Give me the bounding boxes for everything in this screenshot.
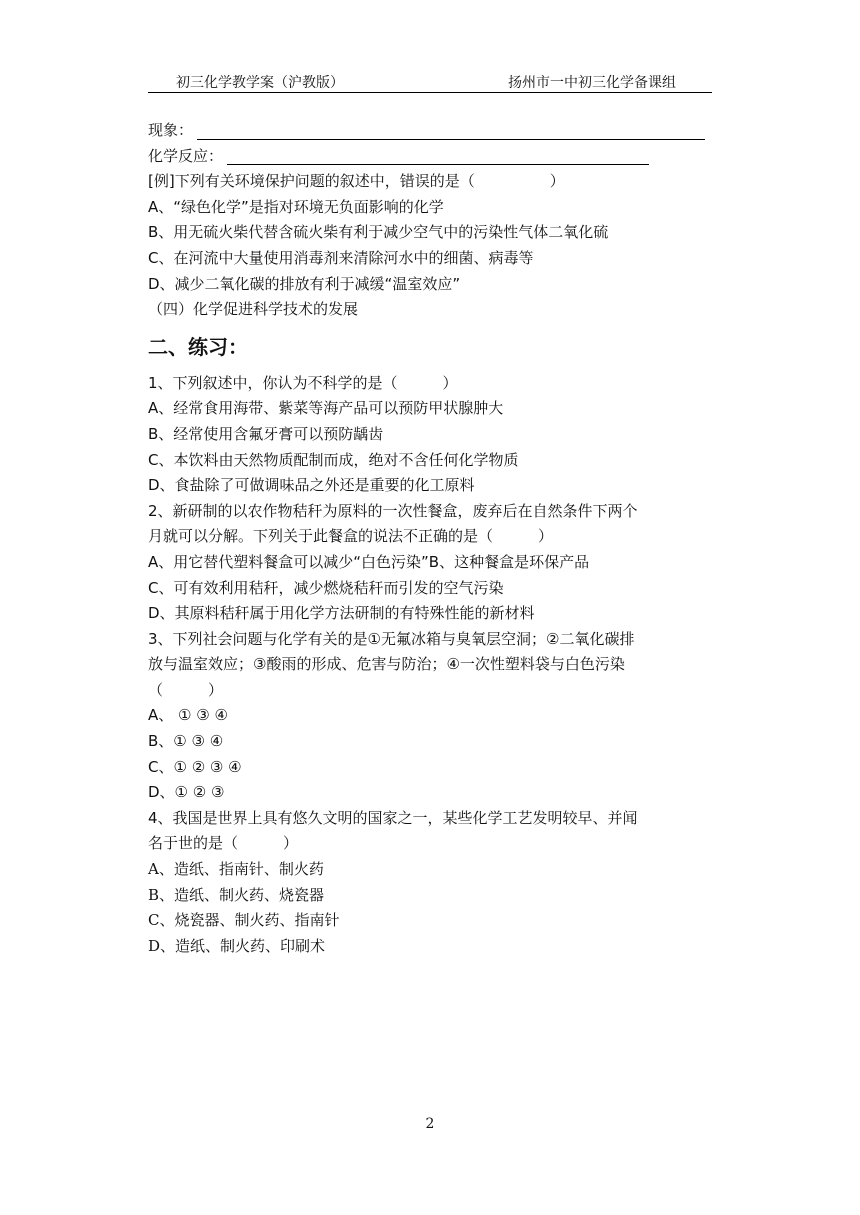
header-left-title: 初三化学教学案（沪教版） (176, 75, 344, 91)
exercise-1-option-a: A、经常食用海带、紫菜等海产品可以预防甲状腺肿大 (148, 399, 504, 418)
exercise-3-stem-line-1: 3、下列社会问题与化学有关的是①无氟冰箱与臭氧层空洞；②二氧化碳排 (148, 629, 635, 648)
example-option-c: C、在河流中大量使用消毒剂来清除河水中的细菌、病毒等 (148, 248, 534, 267)
exercise-3-option-a: A、 ① ③ ④ (148, 706, 228, 725)
exercise-3-option-c: C、① ② ③ ④ (148, 757, 242, 776)
subsection-heading: （四）化学促进科学技术的发展 (148, 300, 359, 319)
reaction-blank (227, 146, 649, 165)
exercise-4-stem-line-2: 名于世的是（ ） (148, 834, 299, 853)
section-title: 二、练习： (148, 334, 248, 359)
exercise-4-option-c: C、烧瓷器、制火药、指南针 (148, 911, 340, 930)
phenomenon-fill-line (148, 118, 718, 144)
exercise-2-option-d: D、其原料秸秆属于用化学方法研制的有特殊性能的新材料 (148, 604, 535, 623)
reaction-fill-line (148, 144, 718, 170)
reaction-label: 化学反应： (148, 146, 224, 165)
exercise-2-option-c: C、可有效利用秸秆，减少燃烧秸秆而引发的空气污染 (148, 578, 504, 597)
exercise-3-option-b: B、① ③ ④ (148, 732, 224, 751)
exercise-4-option-d: D、造纸、制火药、印刷术 (148, 936, 326, 955)
page-header (148, 72, 712, 93)
exercise-1-stem: 1、下列叙述中，你认为不科学的是（ ） (148, 373, 458, 392)
exercise-1 (148, 371, 718, 499)
exercise-2-stem-line-1: 2、新研制的以农作物秸秆为原料的一次性餐盒，废弃后在自然条件下两个 (148, 501, 638, 520)
example-question: [例]下列有关环境保护问题的叙述中，错误的是（ ） (148, 172, 565, 191)
exercise-2 (148, 499, 718, 627)
exercise-4-option-a: A、造纸、指南针、制火药 (148, 860, 324, 879)
exercise-1-option-d: D、食盐除了可做调味品之外还是重要的化工原料 (148, 476, 475, 495)
header-right-title: 扬州市一中初三化学备课组 (508, 75, 676, 91)
exercise-3-stem-line-2: 放与温室效应；③酸雨的形成、危害与防治；④一次性塑料袋与白色污染 (148, 655, 625, 674)
exercise-4-stem-line-1: 4、我国是世界上具有悠久文明的国家之一，某些化学工艺发明较早、并闻 (148, 808, 638, 827)
exercise-1-option-c: C、本饮料由天然物质配制而成，绝对不含任何化学物质 (148, 450, 519, 469)
exercise-1-option-b: B、经常使用含氟牙膏可以预防龋齿 (148, 424, 384, 443)
exercise-2-stem-line-2: 月就可以分解。下列关于此餐盒的说法不正确的是（ ） (148, 527, 554, 546)
phenomenon-label: 现象： (148, 121, 194, 139)
example-option-d: D、减少二氧化碳的排放有利于减缓“温室效应” (148, 274, 461, 293)
exercise-2-option-ab: A、用它替代塑料餐盒可以减少“白色污染”B、这种餐盒是环保产品 (148, 552, 590, 571)
example-option-a: A、“绿色化学”是指对环境无负面影响的化学 (148, 197, 444, 216)
exercise-4-option-b: B、造纸、制火药、烧瓷器 (148, 885, 325, 904)
phenomenon-blank (197, 121, 705, 140)
exercise-3-option-d: D、① ② ③ (148, 783, 225, 802)
example-option-b: B、用无硫火柴代替含硫火柴有利于减少空气中的污染性气体二氧化硫 (148, 223, 609, 242)
exercise-4 (148, 806, 718, 960)
page-number: 2 (425, 1116, 435, 1132)
page-content (148, 118, 718, 959)
exercise-3-stem-line-3: （ ） (148, 680, 224, 699)
exercise-3 (148, 627, 718, 806)
